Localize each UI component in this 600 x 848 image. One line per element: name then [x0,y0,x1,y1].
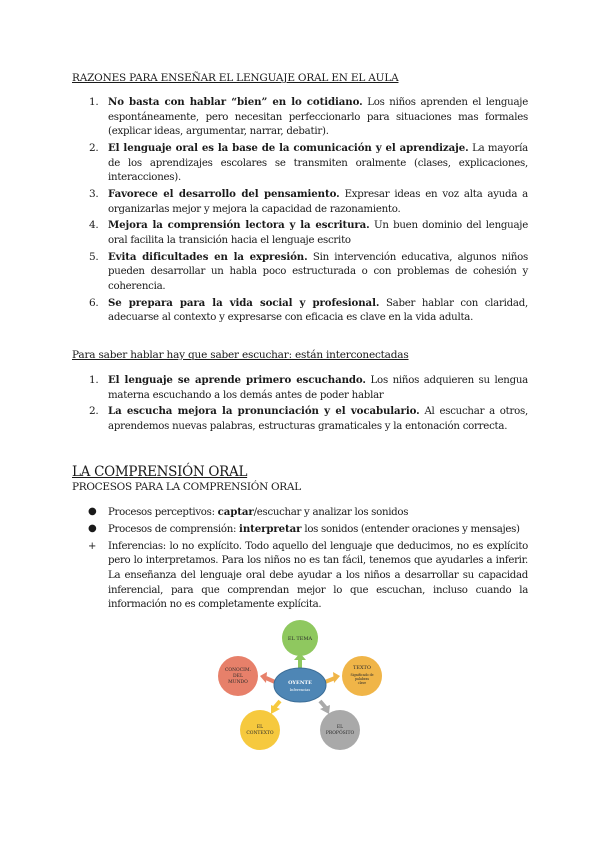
node-contexto-title-a: EL [256,725,264,730]
node-tema-title: EL TEMA [287,636,313,642]
list-item: 4. Mejora la comprensión lectora y la escritura. Un buen dominio del lenguaje oral facilita la transición hacia el lenguaje escrito [89,219,528,246]
list-item: 1. El lenguaje se aprende primero escuchando. Los niños adquieren su lengua materna escuchando a los demás antes de poder hablar [89,374,529,401]
node-texto-sub3: clave [357,681,367,685]
node-texto-sub: Significado de [350,673,374,677]
node-contexto-circle [240,710,280,750]
node-texto-title: TEXTO [353,665,371,671]
listening-list [72,373,528,436]
section-title-comprension: LA COMPRENSIÓN ORAL [72,464,248,480]
arrowhead-mundo [260,672,267,683]
section-subtitle-procesos: PROCESOS PARA LA COMPRENSIÓN ORAL [72,481,301,493]
node-contexto-title-b: CONTEXTO [246,731,274,736]
processes-list [72,505,528,615]
list-item: 1. No basta con hablar “bien” en lo cotidiano. Los niños aprenden el lenguaje espontáneamente, pero necesitan perfeccionarlo para situaciones mas formales (explicar ideas, argumentar, narrar, debatir). [89,96,528,138]
node-mundo-title-a: CONOCIM. [224,668,252,673]
list-item: 6. Se prepara para la vida social y profesional. Saber hablar con claridad, adecuarse al contexto y expresarse con eficacia es clave en la vida adulta. [89,296,528,324]
inference-diagram [200,618,400,758]
node-mundo-title-c: MUNDO [228,680,248,685]
section-heading-escuchar: Para saber hablar hay que saber escuchar: están interconectadas [72,349,409,361]
center-sub: Inferencias [289,688,311,692]
bullet-icon: ● [88,523,97,535]
node-proposito-title-a: EL [336,725,344,730]
node-proposito-title-b: PROPÓSITO [325,731,355,736]
reasons-list [72,95,528,327]
list-item: 3. Favorece el desarrollo del pensamiento. Expresar ideas en voz alta ayuda a organizarlas mejor y mejora la capacidad de razonamiento. [89,187,528,215]
plus-icon: + [88,540,97,552]
bullet-icon: ● [88,506,97,517]
arrow-to-proposito [320,701,326,708]
section-heading-razones: RAZONES PARA ENSEÑAR EL LENGUAJE ORAL EN EL AULA [72,72,399,84]
list-item: + Inferencias: lo no explícito. Todo aquello del lenguaje que deducimos, no es explícito pero lo interpretamos. Para los niños no es tan fácil, tenemos que ayudarles a inferir. La enseñanza del lenguaje oral debe ayudar a los niños a desarrollar su capacidad inferencial, para que comprendan mejor lo que escuchan, incluso cuando la información no es completamente explícita. [88,540,528,611]
node-mundo-title-b: DEL [233,674,243,679]
arrow-to-texto [325,678,335,682]
node-proposito-circle [320,710,360,750]
list-item: 2. El lenguaje oral es la base de la comunicación y el aprendizaje. La mayoría de los aprendizajes escolares se transmiten oralmente (clases, explicaciones, interacciones). [89,141,529,184]
arrowhead-texto [333,672,340,683]
list-item: ● Procesos de comprensión: interpretar los sonidos (entender oraciones y mensajes) [88,523,520,536]
list-item: ● Procesos perceptivos: captar/escuchar y analizar los sonidos [88,506,409,518]
list-item: 2. La escucha mejora la pronunciación y el vocabulario. Al escuchar a otros, aprendemos nuevas palabras, estructuras gramaticales y la entonación correcta. [89,405,528,432]
center-title: OYENTE [288,680,312,686]
node-texto-sub2: palabras [355,677,369,681]
arrow-to-mundo [266,678,275,682]
list-item: 5. Evita dificultades en la expresión. Sin intervención educativa, algunos niños pueden desarrollar un habla poco estructurada o con problemas de cohesión y coherencia. [89,250,528,292]
